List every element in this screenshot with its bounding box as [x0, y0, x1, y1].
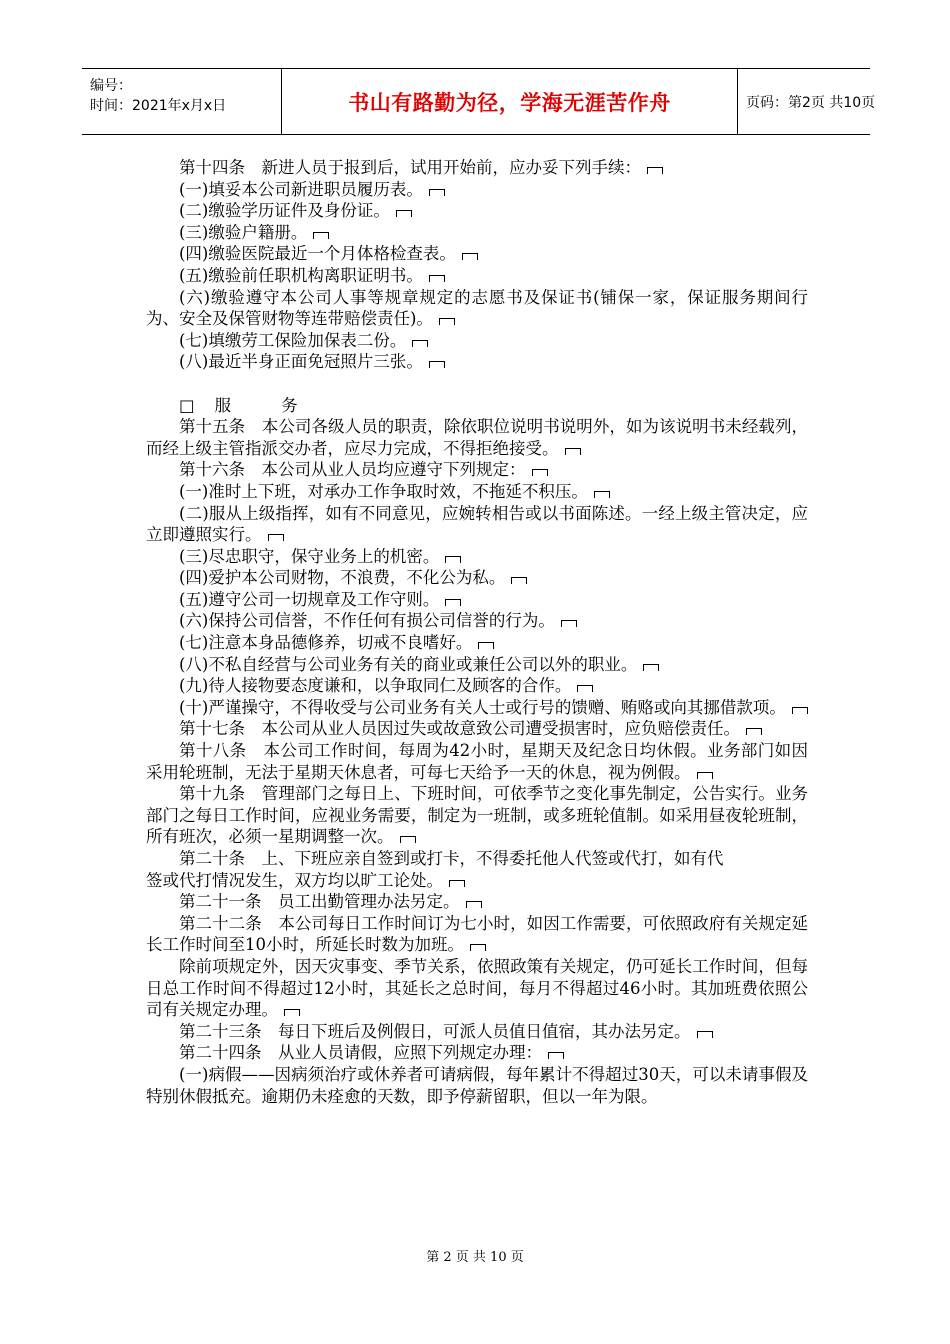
paragraph — [146, 718, 808, 740]
header-meta — [82, 69, 282, 134]
paragraph-text: 第二十一条 员工出勤管理办法另定。 — [179, 892, 460, 912]
paragraph-mark-icon — [400, 836, 416, 843]
paragraph-mark-icon — [478, 642, 494, 649]
paragraph-text: 第十八条 本公司工作时间，每周为42小时，星期天及纪念日均休假。业务部门如因采用轮班制，无法于星期天休息者，可每七天给予一天的休息，视为例假。 — [146, 741, 808, 782]
paragraph — [146, 546, 808, 568]
paragraph-mark-icon — [396, 210, 412, 217]
paragraph — [146, 243, 808, 265]
paragraph-text: (三)尽忠职守，保守业务上的机密。 — [179, 546, 440, 566]
paragraph-text: (七)填缴劳工保险加保表二份。 — [179, 330, 407, 350]
paragraph-text: (八)最近半身正面免冠照片三张。 — [179, 352, 423, 372]
paragraph-mark-icon — [643, 664, 659, 671]
paragraph-mark-icon — [284, 1009, 300, 1016]
paragraph-text: 第十六条 本公司从业人员均应遵守下列规定： — [179, 460, 526, 480]
paragraph-text: (一)填妥本公司新进职员履历表。 — [179, 179, 423, 199]
paragraph — [146, 697, 808, 719]
paragraph — [146, 654, 808, 676]
paragraph — [146, 567, 808, 589]
paragraph-text: (一)准时上下班，对承办工作争取时效，不拖延不积压。 — [179, 481, 588, 501]
checkbox-icon: □ — [179, 395, 195, 415]
paragraph-mark-icon — [792, 707, 808, 714]
paragraph — [146, 783, 808, 848]
header-page-number: 页码：第2页 共10页 — [746, 94, 876, 111]
section-heading — [146, 395, 808, 417]
paragraph-mark-icon — [565, 448, 581, 455]
paragraph-text: (三)缴验户籍册。 — [179, 222, 308, 242]
paragraph-text: 第十九条 管理部门之每日上、下班时间，可依季节之变化事先制定，公告实行。业务部门之每日工作时间，应视业务需要，制定为一班制，或多班轮值制。如采用昼夜轮班制，所有班次，必须一星期调整一次。 — [146, 784, 808, 847]
paragraph-mark-icon — [697, 772, 713, 779]
paragraph-text: (四)缴验医院最近一个月体格检查表。 — [179, 244, 456, 264]
paragraph — [146, 503, 808, 546]
paragraph — [146, 351, 808, 373]
paragraph — [146, 610, 808, 632]
section-title-char-2: 务 — [281, 395, 298, 415]
article-14-block — [146, 157, 808, 373]
paragraph-text: (二)服从上级指挥，如有不同意见，应婉转相告或以书面陈述。一经上级主管决定，应立即遵照实行。 — [146, 503, 808, 545]
paragraph-mark-icon — [532, 469, 548, 476]
paragraph-mark-icon — [470, 944, 486, 951]
paragraph-text: (五)遵守公司一切规章及工作守则。 — [179, 589, 440, 609]
paragraph — [146, 632, 808, 654]
paragraph-mark-icon — [462, 253, 478, 260]
paragraph-text: (七)注意本身品德修养，切戒不良嗜好。 — [179, 633, 473, 653]
paragraph-text: 第二十四条 从业人员请假，应照下列规定办理： — [179, 1043, 542, 1063]
service-articles-block — [146, 416, 808, 1107]
paragraph — [146, 589, 808, 611]
document-number: 编号： — [90, 78, 132, 94]
paragraph-mark-icon — [466, 901, 482, 908]
paragraph — [146, 287, 808, 330]
paragraph — [146, 481, 808, 503]
paragraph-text: (五)缴验前任职机构离职证明书。 — [179, 265, 423, 285]
paragraph — [146, 848, 808, 870]
paragraph-text: 第十四条 新进人员于报到后，试用开始前，应办妥下列手续： — [179, 158, 641, 177]
paragraph-text: 第十五条 本公司各级人员的职责，除依职位说明书说明外，如为该说明书未经载列，而经上级主管指派交办者，应尽力完成，不得拒绝接受。 — [146, 417, 808, 458]
paragraph-text: (六)缴验遵守本公司人事等规章规定的志愿书及保证书(铺保一家，保证服务期间行为、安全及保管财物等连带赔偿责任)。 — [146, 287, 808, 329]
paragraph-text: (一)病假——因病须治疗或休养者可请病假，每年累计不得超过30天，可以未请事假及特别休假抵充。逾期仍未痊愈的天数，即予停薪留职，但以一年为限。 — [146, 1064, 808, 1106]
paragraph-mark-icon — [594, 491, 610, 498]
paragraph — [146, 870, 808, 892]
paragraph — [146, 740, 808, 783]
paragraph-mark-icon — [445, 599, 461, 606]
paragraph-mark-icon — [439, 318, 455, 325]
paragraph — [146, 459, 808, 481]
page-footer: 第 2 页 共 10 页 — [426, 1250, 524, 1265]
paragraph-mark-icon — [561, 620, 577, 627]
paragraph-text: 除前项规定外，因天灾事变、季节关系，依照政策有关规定，仍可延长工作时间，但每日总工作时间不得超过12小时，其延长之总时间，每月不得超过46小时。其加班费依照公司有关规定办理。 — [146, 956, 808, 1020]
paragraph-mark-icon — [412, 340, 428, 347]
blank-line — [146, 373, 808, 395]
paragraph — [146, 222, 808, 244]
paragraph-mark-icon — [548, 1052, 564, 1059]
paragraph-mark-icon — [511, 577, 527, 584]
paragraph — [146, 179, 808, 201]
paragraph-text: 第十七条 本公司从业人员因过失或故意致公司遭受损害时，应负赔偿责任。 — [179, 719, 740, 739]
paragraph-text: 第二十三条 每日下班后及例假日，可派人员值日值宿，其办法另定。 — [179, 1021, 691, 1041]
paragraph — [146, 956, 808, 1021]
paragraph — [146, 1042, 808, 1064]
paragraph — [146, 200, 808, 222]
paragraph-mark-icon — [647, 167, 663, 174]
paragraph-text: (九)待人接物要态度谦和，以争取同仁及顾客的合作。 — [179, 676, 572, 696]
document-body — [146, 157, 808, 1107]
paragraph-mark-icon — [449, 880, 465, 887]
page-header — [82, 68, 876, 135]
paragraph-mark-icon — [313, 232, 329, 239]
paragraph-mark-icon — [429, 275, 445, 282]
paragraph-text: 第二十条 上、下班应亲自签到或打卡，不得委托他人代签或代打，如有代 — [179, 849, 724, 868]
paragraph-mark-icon — [697, 1031, 713, 1038]
paragraph-mark-icon — [577, 685, 593, 692]
paragraph — [146, 416, 808, 459]
paragraph-text: 签或代打情况发生，双方均以旷工论处。 — [146, 870, 443, 890]
paragraph-text: 第二十二条 本公司每日工作时间订为七小时，如因工作需要，可依照政府有关规定延长工作时间至10小时，所延长时数为加班。 — [146, 913, 808, 955]
paragraph-text: (八)不私自经营与公司业务有关的商业或兼任公司以外的职业。 — [179, 654, 638, 674]
paragraph-text: (六)保持公司信誉，不作任何有损公司信誉的行为。 — [179, 611, 555, 631]
paragraph-text: (四)爱护本公司财物，不浪费，不化公为私。 — [179, 568, 506, 588]
paragraph — [146, 1064, 808, 1107]
paragraph-mark-icon — [746, 728, 762, 735]
document-date: 时间：2021年x月x日 — [90, 98, 227, 114]
section-title-char-1: 服 — [214, 395, 232, 415]
paragraph — [146, 1021, 808, 1043]
paragraph — [146, 265, 808, 287]
paragraph-mark-icon — [268, 534, 284, 541]
paragraph-mark-icon — [429, 189, 445, 196]
paragraph — [146, 675, 808, 697]
header-motto: 书山有路勤为径，学海无涯苦作舟 — [282, 69, 738, 134]
paragraph-mark-icon — [429, 361, 445, 368]
paragraph — [146, 913, 808, 956]
paragraph — [146, 157, 808, 179]
paragraph — [146, 330, 808, 352]
paragraph-text: (二)缴验学历证件及身份证。 — [179, 201, 390, 221]
paragraph-mark-icon — [445, 556, 461, 563]
paragraph — [146, 891, 808, 913]
paragraph-text: (十)严谨操守，不得收受与公司业务有关人士或行号的馈赠、贿赂或向其挪借款项。 — [179, 697, 786, 717]
